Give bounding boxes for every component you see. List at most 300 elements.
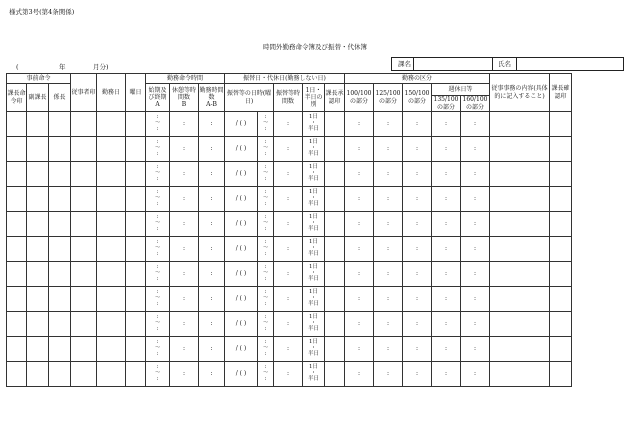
substitute-datetime-cell[interactable] xyxy=(225,187,274,212)
rate-100-cell[interactable] xyxy=(345,287,374,312)
substitute-datetime-cell[interactable] xyxy=(225,112,274,137)
worker-seal-cell[interactable] xyxy=(71,312,97,337)
colon-mark: : xyxy=(286,145,290,153)
substitute-time-range xyxy=(258,162,273,186)
start-end-cell[interactable] xyxy=(146,337,170,362)
rate-125-cell[interactable] xyxy=(374,187,403,212)
substitute-hours-cell[interactable] xyxy=(274,112,303,137)
chief-approval-seal-cell[interactable] xyxy=(325,237,345,262)
rate-125-cell[interactable] xyxy=(374,237,403,262)
day-or-half-cell[interactable] xyxy=(303,237,325,262)
day-full-mark: 1日 xyxy=(309,314,318,321)
section-chief-seal-cell[interactable] xyxy=(7,362,27,387)
work-hours-cell[interactable] xyxy=(199,312,225,337)
confirm-seal-cell[interactable] xyxy=(550,137,572,162)
colon-mark: : xyxy=(473,295,477,303)
work-content-cell[interactable] xyxy=(490,112,550,137)
work-date-cell[interactable] xyxy=(97,312,126,337)
rest-hours-cell[interactable] xyxy=(170,312,199,337)
confirm-seal-cell[interactable] xyxy=(550,362,572,387)
substitute-datetime-cell[interactable] xyxy=(225,337,274,362)
rate-160-cell[interactable] xyxy=(461,337,490,362)
colon-mark: : xyxy=(286,370,290,378)
work-hours-cell[interactable] xyxy=(199,212,225,237)
rest-hours-cell[interactable] xyxy=(170,237,199,262)
deputy-chief-cell[interactable] xyxy=(27,112,49,137)
deputy-chief-cell[interactable] xyxy=(27,287,49,312)
worker-seal-cell[interactable] xyxy=(71,162,97,187)
deputy-chief-cell[interactable] xyxy=(27,337,49,362)
rate-125-cell[interactable] xyxy=(374,212,403,237)
deputy-chief-cell[interactable] xyxy=(27,162,49,187)
time-colon: : xyxy=(264,375,267,382)
section-chief-seal-cell[interactable] xyxy=(7,237,27,262)
subsection-chief-cell[interactable] xyxy=(49,212,71,237)
day-or-half-cell[interactable] xyxy=(303,212,325,237)
work-hours-cell[interactable] xyxy=(199,287,225,312)
colon-mark: : xyxy=(286,170,290,178)
section-chief-seal-cell[interactable] xyxy=(7,287,27,312)
work-hours-cell[interactable] xyxy=(199,112,225,137)
subsection-chief-cell[interactable] xyxy=(49,187,71,212)
rate-160-cell[interactable] xyxy=(461,162,490,187)
start-end-cell[interactable] xyxy=(146,112,170,137)
rate-135-cell[interactable] xyxy=(432,287,461,312)
time-colon: : xyxy=(264,214,267,221)
rate-150-cell[interactable] xyxy=(403,287,432,312)
work-content-cell[interactable] xyxy=(490,162,550,187)
table-row xyxy=(7,312,572,337)
confirm-seal-cell[interactable] xyxy=(550,237,572,262)
weekday-cell[interactable] xyxy=(126,262,146,287)
day-half-mark: 半日 xyxy=(307,300,319,307)
work-content-cell[interactable] xyxy=(490,237,550,262)
rate-135-cell[interactable] xyxy=(432,112,461,137)
subsection-chief-cell[interactable] xyxy=(49,162,71,187)
time-colon: : xyxy=(156,314,159,321)
work-date-cell[interactable] xyxy=(97,212,126,237)
colon-mark: : xyxy=(357,170,361,178)
time-tilde: 〜 xyxy=(262,145,269,152)
col-worker-seal: 従事者印 xyxy=(71,74,97,112)
substitute-datetime-cell[interactable] xyxy=(225,237,274,262)
substitute-datetime-cell[interactable] xyxy=(225,137,274,162)
rate-150-cell[interactable] xyxy=(403,337,432,362)
chief-approval-seal-cell[interactable] xyxy=(325,137,345,162)
rate-135-cell[interactable] xyxy=(432,362,461,387)
colon-mark: : xyxy=(286,270,290,278)
colon-mark: : xyxy=(473,320,477,328)
weekday-cell[interactable] xyxy=(126,237,146,262)
rate-100-cell[interactable] xyxy=(345,337,374,362)
date-slash-paren: / ( ) xyxy=(235,370,247,378)
work-content-cell[interactable] xyxy=(490,362,550,387)
colon-mark: : xyxy=(210,170,213,178)
col-code-a: A xyxy=(155,101,160,109)
rate-125-cell[interactable] xyxy=(374,112,403,137)
work-content-cell[interactable] xyxy=(490,212,550,237)
colon-mark: : xyxy=(210,345,213,353)
start-end-cell[interactable] xyxy=(146,312,170,337)
rate-135-cell[interactable] xyxy=(432,337,461,362)
start-end-cell[interactable] xyxy=(146,237,170,262)
work-content-cell[interactable] xyxy=(490,187,550,212)
substitute-datetime-cell[interactable] xyxy=(225,262,274,287)
work-content-cell[interactable] xyxy=(490,262,550,287)
substitute-hours-cell[interactable] xyxy=(274,187,303,212)
subsection-chief-cell[interactable] xyxy=(49,337,71,362)
deputy-chief-cell[interactable] xyxy=(27,212,49,237)
rate-125-cell[interactable] xyxy=(374,137,403,162)
subsection-chief-cell[interactable] xyxy=(49,262,71,287)
rate-150-cell[interactable] xyxy=(403,212,432,237)
work-date-cell[interactable] xyxy=(97,287,126,312)
date-slash-cell xyxy=(225,212,258,236)
work-hours-cell[interactable] xyxy=(199,262,225,287)
confirm-seal-cell[interactable] xyxy=(550,187,572,212)
rate-100-cell[interactable] xyxy=(345,112,374,137)
work-content-cell[interactable] xyxy=(490,287,550,312)
worker-seal-cell[interactable] xyxy=(71,187,97,212)
colon-mark: : xyxy=(182,170,186,178)
rate-135-cell[interactable] xyxy=(432,312,461,337)
rate-150-cell[interactable] xyxy=(403,237,432,262)
chief-approval-seal-cell[interactable] xyxy=(325,262,345,287)
day-or-half-cell[interactable] xyxy=(303,137,325,162)
rate-150-cell[interactable] xyxy=(403,137,432,162)
weekday-cell[interactable] xyxy=(126,187,146,212)
work-hours-cell[interactable] xyxy=(199,162,225,187)
time-tilde: 〜 xyxy=(154,220,161,227)
substitute-hours-cell[interactable] xyxy=(274,262,303,287)
rate-160-cell[interactable] xyxy=(461,212,490,237)
weekday-cell[interactable] xyxy=(126,287,146,312)
day-full-mark: 1日 xyxy=(309,364,318,371)
colon-mark: : xyxy=(444,320,448,328)
deputy-chief-cell[interactable] xyxy=(27,362,49,387)
chief-approval-seal-cell[interactable] xyxy=(325,162,345,187)
time-colon: : xyxy=(264,314,267,321)
time-tilde: 〜 xyxy=(154,145,161,152)
rate-100-cell[interactable] xyxy=(345,137,374,162)
colon-mark: : xyxy=(444,120,448,128)
work-content-cell[interactable] xyxy=(490,137,550,162)
chief-approval-seal-cell[interactable] xyxy=(325,337,345,362)
document-title: 時間外勤務命令簿及び振替・代休簿 xyxy=(263,43,367,51)
colon-mark: : xyxy=(415,245,419,253)
rate-150-cell[interactable] xyxy=(403,362,432,387)
section-chief-seal-cell[interactable] xyxy=(7,262,27,287)
colon-mark: : xyxy=(415,370,419,378)
rest-hours-cell[interactable] xyxy=(170,187,199,212)
colon-mark: : xyxy=(444,220,448,228)
colon-mark: : xyxy=(182,220,186,228)
rate-160-cell[interactable] xyxy=(461,262,490,287)
colon-mark: : xyxy=(473,120,477,128)
worker-seal-cell[interactable] xyxy=(71,262,97,287)
time-colon: : xyxy=(264,125,267,132)
rate-100-cell[interactable] xyxy=(345,187,374,212)
weekday-cell[interactable] xyxy=(126,312,146,337)
date-slash-cell xyxy=(225,337,258,361)
rate-100-cell[interactable] xyxy=(345,362,374,387)
confirm-seal-cell[interactable] xyxy=(550,337,572,362)
worker-seal-cell[interactable] xyxy=(71,362,97,387)
day-or-half-cell[interactable] xyxy=(303,162,325,187)
rest-hours-cell[interactable] xyxy=(170,162,199,187)
rate-160-cell[interactable] xyxy=(461,237,490,262)
start-end-cell[interactable] xyxy=(146,287,170,312)
substitute-datetime-cell[interactable] xyxy=(225,312,274,337)
subsection-chief-cell[interactable] xyxy=(49,312,71,337)
chief-approval-seal-cell[interactable] xyxy=(325,362,345,387)
table-row xyxy=(7,262,572,287)
substitute-datetime-cell[interactable] xyxy=(225,162,274,187)
day-or-half-cell[interactable] xyxy=(303,287,325,312)
time-tilde: 〜 xyxy=(262,320,269,327)
rate-125-cell[interactable] xyxy=(374,287,403,312)
rest-hours-cell[interactable] xyxy=(170,287,199,312)
deputy-chief-cell[interactable] xyxy=(27,312,49,337)
table-row xyxy=(7,187,572,212)
time-colon: : xyxy=(156,264,159,271)
day-or-half-cell[interactable] xyxy=(303,362,325,387)
confirm-seal-cell[interactable] xyxy=(550,287,572,312)
date-slash-cell xyxy=(225,287,258,311)
rest-hours-cell[interactable] xyxy=(170,337,199,362)
rate-135-cell[interactable] xyxy=(432,162,461,187)
rate-135-cell[interactable] xyxy=(432,237,461,262)
colon-mark: : xyxy=(210,245,213,253)
section-chief-seal-cell[interactable] xyxy=(7,112,27,137)
day-or-half-cell[interactable] xyxy=(303,337,325,362)
work-date-cell[interactable] xyxy=(97,112,126,137)
colon-mark: : xyxy=(286,295,290,303)
rate-160-cell[interactable] xyxy=(461,287,490,312)
work-hours-cell[interactable] xyxy=(199,237,225,262)
substitute-hours-cell[interactable] xyxy=(274,237,303,262)
work-hours-cell[interactable] xyxy=(199,137,225,162)
rate-125-cell[interactable] xyxy=(374,162,403,187)
start-end-cell[interactable] xyxy=(146,362,170,387)
time-colon: : xyxy=(264,164,267,171)
chief-approval-seal-cell[interactable] xyxy=(325,287,345,312)
time-tilde: 〜 xyxy=(154,195,161,202)
deputy-chief-cell[interactable] xyxy=(27,187,49,212)
work-hours-cell[interactable] xyxy=(199,337,225,362)
subsection-chief-cell[interactable] xyxy=(49,112,71,137)
day-or-half-cell[interactable] xyxy=(303,187,325,212)
time-colon: : xyxy=(156,214,159,221)
time-tilde: 〜 xyxy=(154,270,161,277)
weekday-cell[interactable] xyxy=(126,112,146,137)
section-chief-seal-cell[interactable] xyxy=(7,312,27,337)
chief-approval-seal-cell[interactable] xyxy=(325,312,345,337)
confirm-seal-cell[interactable] xyxy=(550,112,572,137)
substitute-hours-cell[interactable] xyxy=(274,212,303,237)
substitute-hours-cell[interactable] xyxy=(274,162,303,187)
substitute-datetime-cell[interactable] xyxy=(225,362,274,387)
deputy-chief-cell[interactable] xyxy=(27,237,49,262)
weekday-cell[interactable] xyxy=(126,362,146,387)
rate-135-cell[interactable] xyxy=(432,187,461,212)
rate-160-cell[interactable] xyxy=(461,137,490,162)
rate-100-cell[interactable] xyxy=(345,212,374,237)
confirm-seal-cell[interactable] xyxy=(550,212,572,237)
worker-seal-cell[interactable] xyxy=(71,237,97,262)
subsection-chief-cell[interactable] xyxy=(49,287,71,312)
rate-135-cell[interactable] xyxy=(432,212,461,237)
time-tilde: 〜 xyxy=(262,120,269,127)
work-date-cell[interactable] xyxy=(97,262,126,287)
worker-seal-cell[interactable] xyxy=(71,337,97,362)
rate-100-cell[interactable] xyxy=(345,262,374,287)
weekday-cell[interactable] xyxy=(126,162,146,187)
time-colon: : xyxy=(156,250,159,257)
work-hours-cell[interactable] xyxy=(199,362,225,387)
work-date-cell[interactable] xyxy=(97,187,126,212)
day-half-mark: 半日 xyxy=(307,375,319,382)
day-full-mark: 1日 xyxy=(309,289,318,296)
rate-100-cell[interactable] xyxy=(345,237,374,262)
worker-seal-cell[interactable] xyxy=(71,212,97,237)
rate-160-cell[interactable] xyxy=(461,312,490,337)
rate-160-cell[interactable] xyxy=(461,112,490,137)
day-full-mark: 1日 xyxy=(309,114,318,121)
confirm-seal-cell[interactable] xyxy=(550,312,572,337)
colon-mark: : xyxy=(210,320,213,328)
col-work-hours xyxy=(199,84,225,112)
section-chief-seal-cell[interactable] xyxy=(7,162,27,187)
colon-mark: : xyxy=(415,270,419,278)
chief-approval-seal-cell[interactable] xyxy=(325,112,345,137)
substitute-hours-cell[interactable] xyxy=(274,337,303,362)
col-work-hours-label: 勤務時間数 xyxy=(199,86,224,101)
col-code-b: B xyxy=(181,101,187,109)
day-or-half-cell[interactable] xyxy=(303,112,325,137)
rate-160-cell[interactable] xyxy=(461,187,490,212)
deputy-chief-cell[interactable] xyxy=(27,137,49,162)
section-chief-seal-cell[interactable] xyxy=(7,137,27,162)
rate-125-cell[interactable] xyxy=(374,312,403,337)
substitute-datetime-cell[interactable] xyxy=(225,212,274,237)
substitute-time-range xyxy=(258,312,273,336)
start-end-cell[interactable] xyxy=(146,187,170,212)
day-dot-mark: ・ xyxy=(310,195,317,202)
time-tilde: 〜 xyxy=(154,120,161,127)
col-substitute-hours: 振替等時間数 xyxy=(274,84,303,112)
confirm-seal-cell[interactable] xyxy=(550,262,572,287)
rest-hours-cell[interactable] xyxy=(170,362,199,387)
work-date-cell[interactable] xyxy=(97,137,126,162)
start-end-cell[interactable] xyxy=(146,212,170,237)
colon-mark: : xyxy=(386,370,390,378)
chief-approval-seal-cell[interactable] xyxy=(325,212,345,237)
work-hours-cell[interactable] xyxy=(199,187,225,212)
worker-seal-cell[interactable] xyxy=(71,112,97,137)
rate-150-cell[interactable] xyxy=(403,187,432,212)
substitute-hours-cell[interactable] xyxy=(274,312,303,337)
rest-hours-cell[interactable] xyxy=(170,212,199,237)
start-end-cell[interactable] xyxy=(146,262,170,287)
start-end-cell[interactable] xyxy=(146,162,170,187)
substitute-hours-cell[interactable] xyxy=(274,137,303,162)
worker-seal-cell[interactable] xyxy=(71,137,97,162)
work-date-cell[interactable] xyxy=(97,237,126,262)
rest-hours-cell[interactable] xyxy=(170,137,199,162)
rate-150-cell[interactable] xyxy=(403,112,432,137)
rate-150-cell[interactable] xyxy=(403,312,432,337)
worker-seal-cell[interactable] xyxy=(71,287,97,312)
chief-approval-seal-cell[interactable] xyxy=(325,187,345,212)
start-end-cell[interactable] xyxy=(146,137,170,162)
colon-mark: : xyxy=(473,220,477,228)
work-date-cell[interactable] xyxy=(97,362,126,387)
colon-mark: : xyxy=(473,195,477,203)
date-slash-cell xyxy=(225,162,258,186)
rest-hours-cell[interactable] xyxy=(170,262,199,287)
day-dot-mark: ・ xyxy=(310,245,317,252)
deputy-chief-cell[interactable] xyxy=(27,262,49,287)
colon-mark: : xyxy=(210,270,213,278)
colon-mark: : xyxy=(182,320,186,328)
group-substitute-days: 振替日・代休日(勤務しない日) xyxy=(225,74,345,84)
substitute-hours-cell[interactable] xyxy=(274,287,303,312)
section-chief-seal-cell[interactable] xyxy=(7,187,27,212)
rate-100-cell[interactable] xyxy=(345,312,374,337)
subsection-chief-cell[interactable] xyxy=(49,362,71,387)
rate-135-cell[interactable] xyxy=(432,137,461,162)
section-chief-seal-cell[interactable] xyxy=(7,337,27,362)
confirm-seal-cell[interactable] xyxy=(550,162,572,187)
rate-150-cell[interactable] xyxy=(403,262,432,287)
colon-mark: : xyxy=(357,270,361,278)
rate-135-cell[interactable] xyxy=(432,262,461,287)
rate-125-cell[interactable] xyxy=(374,262,403,287)
weekday-cell[interactable] xyxy=(126,137,146,162)
rate-160-cell[interactable] xyxy=(461,362,490,387)
rate-125-cell[interactable] xyxy=(374,337,403,362)
rate-100-cell[interactable] xyxy=(345,162,374,187)
work-date-cell[interactable] xyxy=(97,162,126,187)
day-dot-mark: ・ xyxy=(310,270,317,277)
weekday-cell[interactable] xyxy=(126,337,146,362)
day-dot-mark: ・ xyxy=(310,370,317,377)
work-content-cell[interactable] xyxy=(490,312,550,337)
table-row xyxy=(7,287,572,312)
col-work-content: 従事事務の内容(具体的に記入すること) xyxy=(490,74,550,112)
time-colon: : xyxy=(264,189,267,196)
substitute-time-range xyxy=(258,237,273,261)
rest-hours-cell[interactable] xyxy=(170,112,199,137)
rate-150-cell[interactable] xyxy=(403,162,432,187)
day-or-half-cell[interactable] xyxy=(303,312,325,337)
work-content-cell[interactable] xyxy=(490,337,550,362)
colon-mark: : xyxy=(386,270,390,278)
subsection-chief-cell[interactable] xyxy=(49,237,71,262)
time-colon: : xyxy=(156,289,159,296)
colon-mark: : xyxy=(444,145,448,153)
subsection-chief-cell[interactable] xyxy=(49,137,71,162)
weekday-cell[interactable] xyxy=(126,212,146,237)
work-date-cell[interactable] xyxy=(97,337,126,362)
section-chief-seal-cell[interactable] xyxy=(7,212,27,237)
substitute-hours-cell[interactable] xyxy=(274,362,303,387)
substitute-datetime-cell[interactable] xyxy=(225,287,274,312)
rate-125-cell[interactable] xyxy=(374,362,403,387)
colon-mark: : xyxy=(182,345,186,353)
day-or-half-cell[interactable] xyxy=(303,262,325,287)
